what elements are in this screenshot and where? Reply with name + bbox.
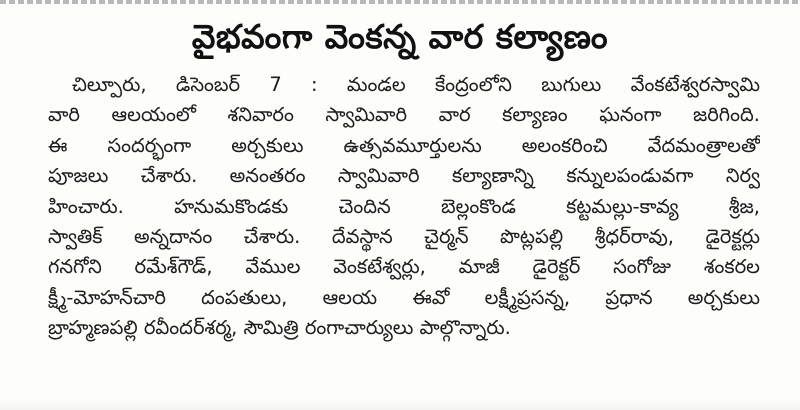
- article-line: క్ష్మీ-మోహన్‌చారి దంపతులు, ఆలయ ఈవో లక్ష్మీప్రసన్న, ప్రధాన అర్చకులు: [48, 285, 760, 309]
- top-border-rule: [0, 0, 800, 4]
- article-line: బ్రాహ్మణపల్లి రవీందర్‌శర్మ, సౌమిత్రి రంగాచార్యులు పాల్గొన్నారు.: [48, 316, 511, 340]
- article-line: గనగోని రమేశ్‌గౌడ్, వేముల వెంకటేశ్వర్లు, మాజీ డైరెక్టర్ సంగోజు శంకరల: [48, 255, 760, 279]
- article-body: [48, 70, 760, 344]
- article-line: స్వాతిక్ అన్నదానం చేశారు. దేవస్థాన చైర్మన్ పొట్లపల్లి శ్రీధర్‌రావు, డైరెక్టర్లు: [48, 224, 760, 248]
- article-line: ఈ సందర్భంగా అర్చకులు ఉత్సవమూర్తులను అలంకరించి వేదమంత్రాలతో: [48, 133, 760, 157]
- article-headline: వైభవంగా వెంకన్న వార కల్యాణం: [191, 17, 609, 56]
- clipping-bottom-edge: [0, 400, 800, 410]
- article-line: పూజలు చేశారు. అనంతరం స్వామివారి కల్యాణాన్ని కన్నులపండువగా నిర్వ: [48, 164, 760, 188]
- article-line: చిల్పూరు, డిసెంబర్ 7 : మండల కేంద్రంలోని బుగులు వేంకటేశ్వరస్వామి: [72, 73, 760, 96]
- article-line: హించారు. హనుమకొండకు చెందిన బెల్లంకొండ కట్టమల్లు-కావ్య శ్రీజ,: [48, 194, 760, 218]
- article-line: వారి ఆలయంలో శనివారం స్వామివారి వార కల్యాణం ఘనంగా జరిగింది.: [48, 103, 760, 127]
